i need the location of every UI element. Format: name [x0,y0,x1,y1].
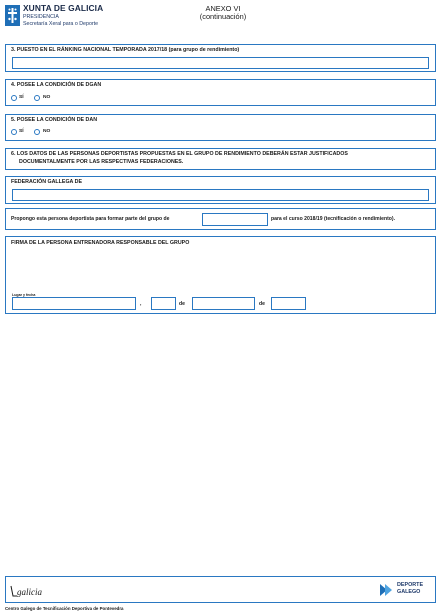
place-date-label: Lugar y fecha [12,293,36,297]
place-input[interactable] [12,297,136,310]
galicia-logo [9,584,51,603]
signature-title: FIRMA DE LA PERSONA ENTRENADORA RESPONSABLE DEL GRUPO [11,240,190,246]
dgan-no-radio[interactable] [34,95,40,101]
xunta-emblem-icon [5,5,20,26]
svg-text:galicia: galicia [17,587,42,597]
deporte-galego-text [397,582,423,596]
section-dgan-title: 4. POSEE LA CONDICIÓN DE DGAN [11,82,102,88]
org-secretariat: Secretaría Xeral para o Deporte [23,21,99,27]
section-dgan [5,79,436,106]
dan-no-label: NO [43,129,51,134]
de-separator-1: de [179,301,185,307]
deporte-galego-emblem-icon [378,581,396,599]
deporte-galego-logo [378,581,396,604]
federation-box [5,176,436,204]
year-input[interactable] [271,297,306,310]
org-department: PRESIDENCIA [23,14,59,20]
proposal-text-after: para el curso 2018/19 (tecnificación o rendimiento). [271,216,395,222]
dgan-yes-label: SÍ [19,95,24,100]
dan-yes-label: SÍ [19,129,24,134]
galicia-logo-icon [9,584,51,598]
ranking-input[interactable] [12,57,429,69]
annex-subtitle: (continuación) [199,12,247,21]
section-justification-line1: 6. LOS DATOS DE LAS PERSONAS DEPORTISTAS PROPUESTAS EN EL GRUPO DE RENDIMIENTO DEBERÁN ESTAR JUSTIFICADOS [11,151,348,157]
section-justification [5,148,436,170]
section-ranking-title: 3. PUESTO EN EL RÁNKING NACIONAL TEMPORADA 2017/18 (para grupo de rendimiento) [11,47,240,53]
signature-box [5,236,436,314]
footer-box [5,576,436,603]
deporte-line1: DEPORTE [397,582,424,588]
group-input[interactable] [202,213,268,226]
dgan-no-label: NO [43,95,51,100]
section-ranking [5,44,436,72]
center-name: Centro Galego de Tecnificación Deportiva de Pontevedra [5,606,124,611]
comma-separator: , [140,301,142,307]
de-separator-2: de [259,301,265,307]
section-dan-title: 5. POSEE LA CONDICIÓN DE DAN [11,117,98,123]
day-input[interactable] [151,297,176,310]
section-dan [5,114,436,141]
dan-yes-radio[interactable] [11,129,17,135]
xunta-logo [5,5,20,26]
dgan-yes-radio[interactable] [11,95,17,101]
federation-input[interactable] [12,189,429,201]
section-justification-line2: DOCUMENTALMENTE POR LAS RESPECTIVAS FEDERACIONES. [19,159,184,165]
proposal-text-before: Propongo esta persona deportista para formar parte del grupo de [11,216,170,222]
proposal-box [5,208,436,230]
month-input[interactable] [192,297,255,310]
annex-title: ANEXO VI [205,4,241,13]
org-name: XUNTA DE GALICIA [23,3,104,13]
deporte-line2: GALEGO [397,589,421,595]
federation-label: FEDERACIÓN GALLEGA DE [11,179,83,185]
dan-no-radio[interactable] [34,129,40,135]
